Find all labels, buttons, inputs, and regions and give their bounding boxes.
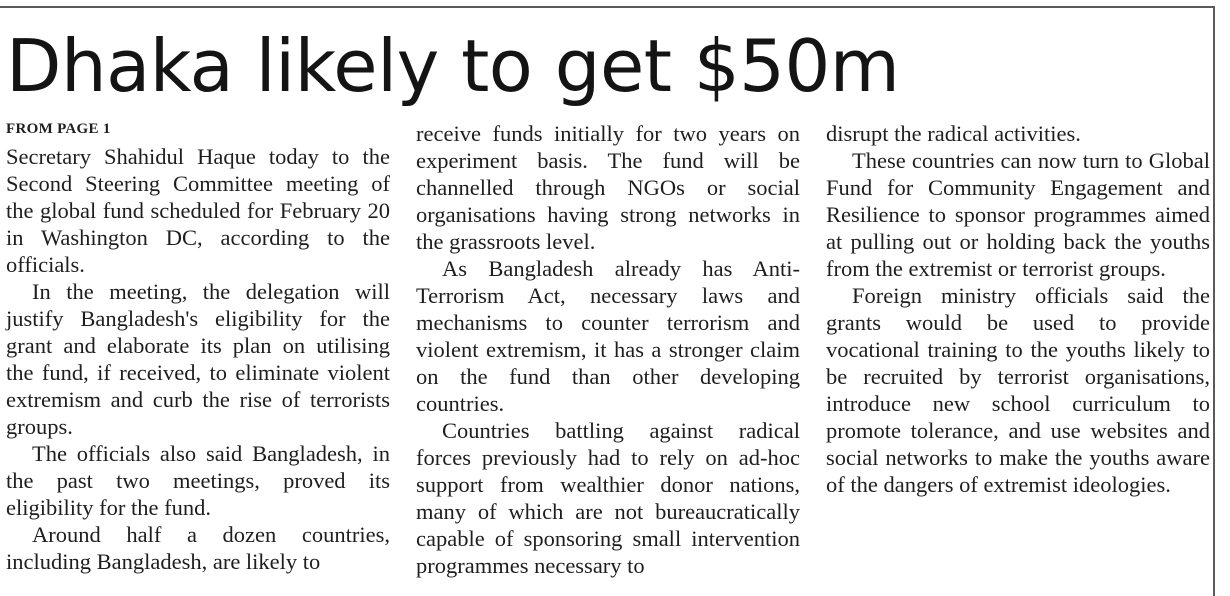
paragraph: Around half a dozen countries, including Bangladesh, are likely to — [6, 522, 390, 574]
paragraph: As Bangladesh already has Anti-Terrorism Act, necessary laws and mechanisms to counter terrorism and violent extremism, it has a stronger claim on the fund than other developing countries. — [416, 256, 800, 416]
continuation-kicker: FROM PAGE 1 — [6, 121, 111, 137]
article-column-1 — [6, 116, 390, 575]
paragraph: Secretary Shahidul Haque today to the Second Steering Committee meeting of the global fund scheduled for February 20 in Washington DC, according to the officials. — [6, 144, 390, 277]
top-border-rule — [0, 6, 1214, 8]
paragraph: The officials also said Bangladesh, in the past two meetings, proved its eligibility for the fund. — [6, 441, 390, 520]
article-column-2 — [416, 116, 800, 579]
paragraph: These countries can now turn to Global Fund for Community Engagement and Resilience to sponsor programmes aimed at pulling out or holding back the youths from the extremist or terrorist groups. — [826, 148, 1210, 281]
paragraph: Countries battling against radical forces previously had to rely on ad-hoc support from wealthier donor nations, many of which are not bureaucratically capable of sponsoring small intervention programmes necessary to — [416, 418, 800, 578]
article-column-3 — [826, 116, 1210, 498]
paragraph: Foreign ministry officials said the grants would be used to provide vocational training to the youths likely to be recruited by terrorist organisations, introduce new school curriculum to promote tolerance, and use websites and social networks to make the youths aware of the dangers of extremist ideologies. — [826, 283, 1210, 497]
paragraph: disrupt the radical activities. — [826, 121, 1081, 146]
paragraph: In the meeting, the delegation will justify Bangladesh's eligibility for the grant and elaborate its plan on utilising the fund, if received, to eliminate violent extremism and curb the rise of terrorists groups. — [6, 279, 390, 439]
paragraph: receive funds initially for two years on experiment basis. The fund will be channelled through NGOs or social organisations having strong networks in the grassroots level. — [416, 121, 800, 254]
right-border-rule — [1213, 6, 1215, 596]
headline: Dhaka likely to get $50m — [6, 24, 900, 108]
